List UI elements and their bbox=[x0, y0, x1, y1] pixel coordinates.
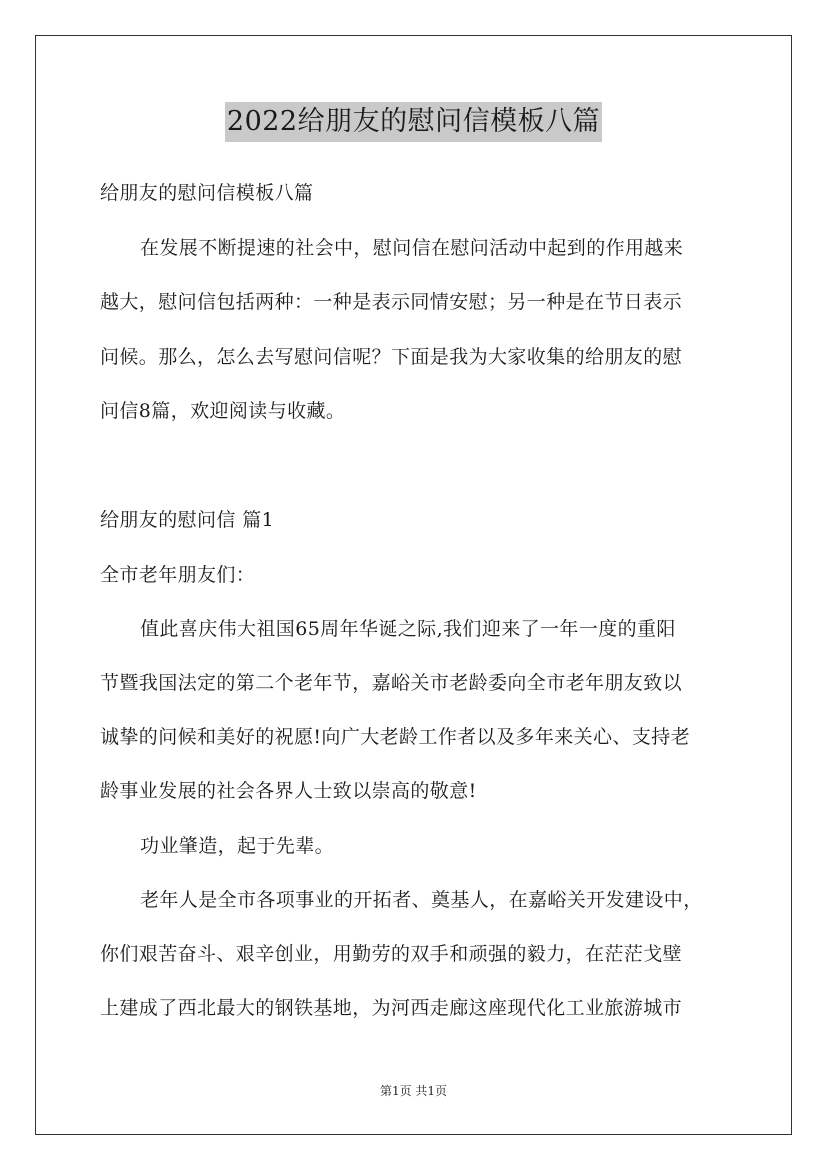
paragraph-line: 节暨我国法定的第二个老年节，嘉峪关市老龄委向全市老年朋友致以 bbox=[100, 672, 683, 694]
paragraph-line: 你们艰苦奋斗、艰辛创业，用勤劳的双手和顽强的毅力，在茫茫戈壁 bbox=[100, 943, 683, 965]
intro-line: 问信8篇，欢迎阅读与收藏。 bbox=[100, 400, 346, 422]
intro-line: 问候。那么，怎么去写慰问信呢？下面是我为大家收集的给朋友的慰 bbox=[100, 346, 683, 368]
paragraph-line: 龄事业发展的社会各界人士致以崇高的敬意! bbox=[100, 780, 477, 802]
page-footer: 第1页 共1页 bbox=[379, 1084, 448, 1098]
paragraph-line: 功业肇造，起于先辈。 bbox=[140, 835, 335, 857]
paragraph-line: 诚挚的问候和美好的祝愿!向广大老龄工作者以及多年来关心、支持老 bbox=[100, 726, 691, 748]
document-title: 2022给朋友的慰问信模板八篇 bbox=[225, 102, 602, 142]
salutation: 全市老年朋友们： bbox=[100, 564, 256, 586]
intro-line: 越大，慰问信包括两种：一种是表示同情安慰；另一种是在节日表示 bbox=[100, 291, 683, 313]
intro-line: 在发展不断提速的社会中，慰问信在慰问活动中起到的作用越来 bbox=[140, 237, 684, 259]
title-wrap bbox=[0, 102, 827, 142]
section-heading: 给朋友的慰问信 篇1 bbox=[100, 509, 275, 531]
paragraph-line: 老年人是全市各项事业的开拓者、奠基人，在嘉峪关开发建设中， bbox=[140, 889, 703, 911]
paragraph-line: 值此喜庆伟大祖国65周年华诞之际,我们迎来了一年一度的重阳 bbox=[140, 618, 676, 640]
paragraph-line: 上建成了西北最大的钢铁基地，为河西走廊这座现代化工业旅游城市 bbox=[100, 997, 683, 1019]
document-subtitle: 给朋友的慰问信模板八篇 bbox=[100, 182, 314, 204]
